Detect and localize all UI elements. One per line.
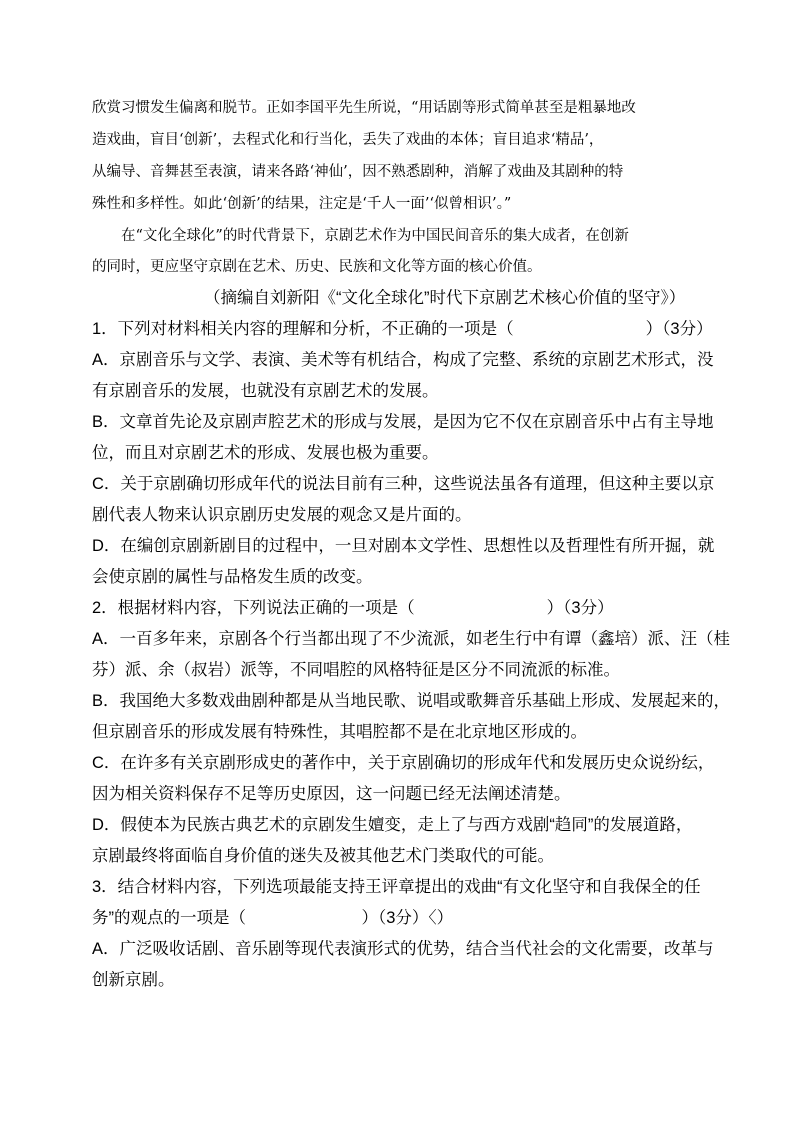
question-1-option-b: 位，而且对京剧艺术的形成、发展也极为重要。 — [92, 444, 439, 462]
question-1-option-a: A．京剧音乐与文学、表演、美术等有机结合，构成了完整、系统的京剧艺术形式，没 — [92, 351, 714, 369]
question-1-stem: 1．下列对材料相关内容的理解和分析，不正确的一项是（ ）（3分） — [92, 320, 713, 338]
question-2-option-b: B．我国绝大多数戏曲剧种都是从当地民歌、说唱或歌舞音乐基础上形成、发展起来的， — [92, 692, 731, 710]
question-1-option-d: 会使京剧的属性与品格发生质的改变。 — [92, 568, 373, 586]
question-3-stem: 3．结合材料内容，下列选项最能支持王评章提出的戏曲“有文化坚守和自我保全的任 — [92, 878, 701, 896]
question-1-option-a: 有京剧音乐的发展，也就没有京剧艺术的发展。 — [92, 382, 439, 400]
passage-line: 的同时，更应坚守京剧在艺术、历史、民族和文化等方面的核心价值。 — [92, 259, 542, 275]
question-1-option-c: C．关于京剧确切形成年代的说法目前有三种，这些说法虽各有道理，但这种主要以京 — [92, 475, 715, 493]
question-2-option-a: A．一百多年来，京剧各个行当都出现了不少流派，如老生行中有谭（鑫培）派、汪（桂 — [92, 630, 731, 648]
question-1-option-d: D．在编创京剧新剧目的过程中，一旦对剧本文学性、思想性以及哲理性有所开掘，就 — [92, 537, 715, 555]
question-2-option-d: D．假使本为民族古典艺术的京剧发生嬗变，走上了与西方戏剧“趋同”的发展道路， — [92, 816, 693, 834]
question-2-option-c: C．在许多有关京剧形成史的著作中，关于京剧确切的形成年代和发展历史众说纷纭， — [92, 754, 715, 772]
question-3-stem: 务”的观点的一项是（ ）（3分）〈） — [92, 909, 454, 927]
question-3-option-a: 创新京剧。 — [92, 971, 175, 989]
passage-line: 殊性和多样性。如此‘创新’的结果，注定是‘千人一面’‘似曾相识’。” — [92, 196, 512, 212]
question-2-option-c: 因为相关资料保存不足等历史原因，这一问题已经无法阐述清楚。 — [92, 785, 571, 803]
passage-line: 从编导、音舞甚至表演，请来各路‘神仙’，因不熟悉剧种，消解了戏曲及其剧种的特 — [92, 164, 624, 180]
question-2-option-d: 京剧最终将面临自身价值的迷失及被其他艺术门类取代的可能。 — [92, 847, 554, 865]
passage-source: （摘编自刘新阳《“文化全球化”时代下京剧艺术核心价值的坚守》） — [204, 289, 686, 307]
question-1-option-c: 剧代表人物来认识京剧历史发展的观念又是片面的。 — [92, 506, 472, 524]
question-2-option-a: 芬）派、余（叔岩）派等，不同唱腔的风格特征是区分不同流派的标准。 — [92, 661, 620, 679]
passage-line: 造戏曲，盲目‘创新’，去程式化和行当化，丢失了戏曲的本体；盲目追求‘精品’， — [92, 132, 604, 148]
question-1-option-b: B．文章首先论及京剧声腔艺术的形成与发展，是因为它不仅在京剧音乐中占有主导地 — [92, 413, 714, 431]
question-2-option-b: 但京剧音乐的形成发展有特殊性，其唱腔都不是在北京地区形成的。 — [92, 723, 587, 741]
passage-line: 在“文化全球化”的时代背景下，京剧艺术作为中国民间音乐的集大成者，在创新 — [121, 228, 629, 244]
question-2-stem: 2．根据材料内容，下列说法正确的一项是（ ）（3分） — [92, 599, 614, 617]
passage-line: 欣赏习惯发生偏离和脱节。正如李国平先生所说，“用话剧等形式简单甚至是粗暴地改 — [92, 100, 636, 116]
question-3-option-a: A．广泛吸收话剧、音乐剧等现代表演形式的优势，结合当代社会的文化需要，改革与 — [92, 940, 714, 958]
